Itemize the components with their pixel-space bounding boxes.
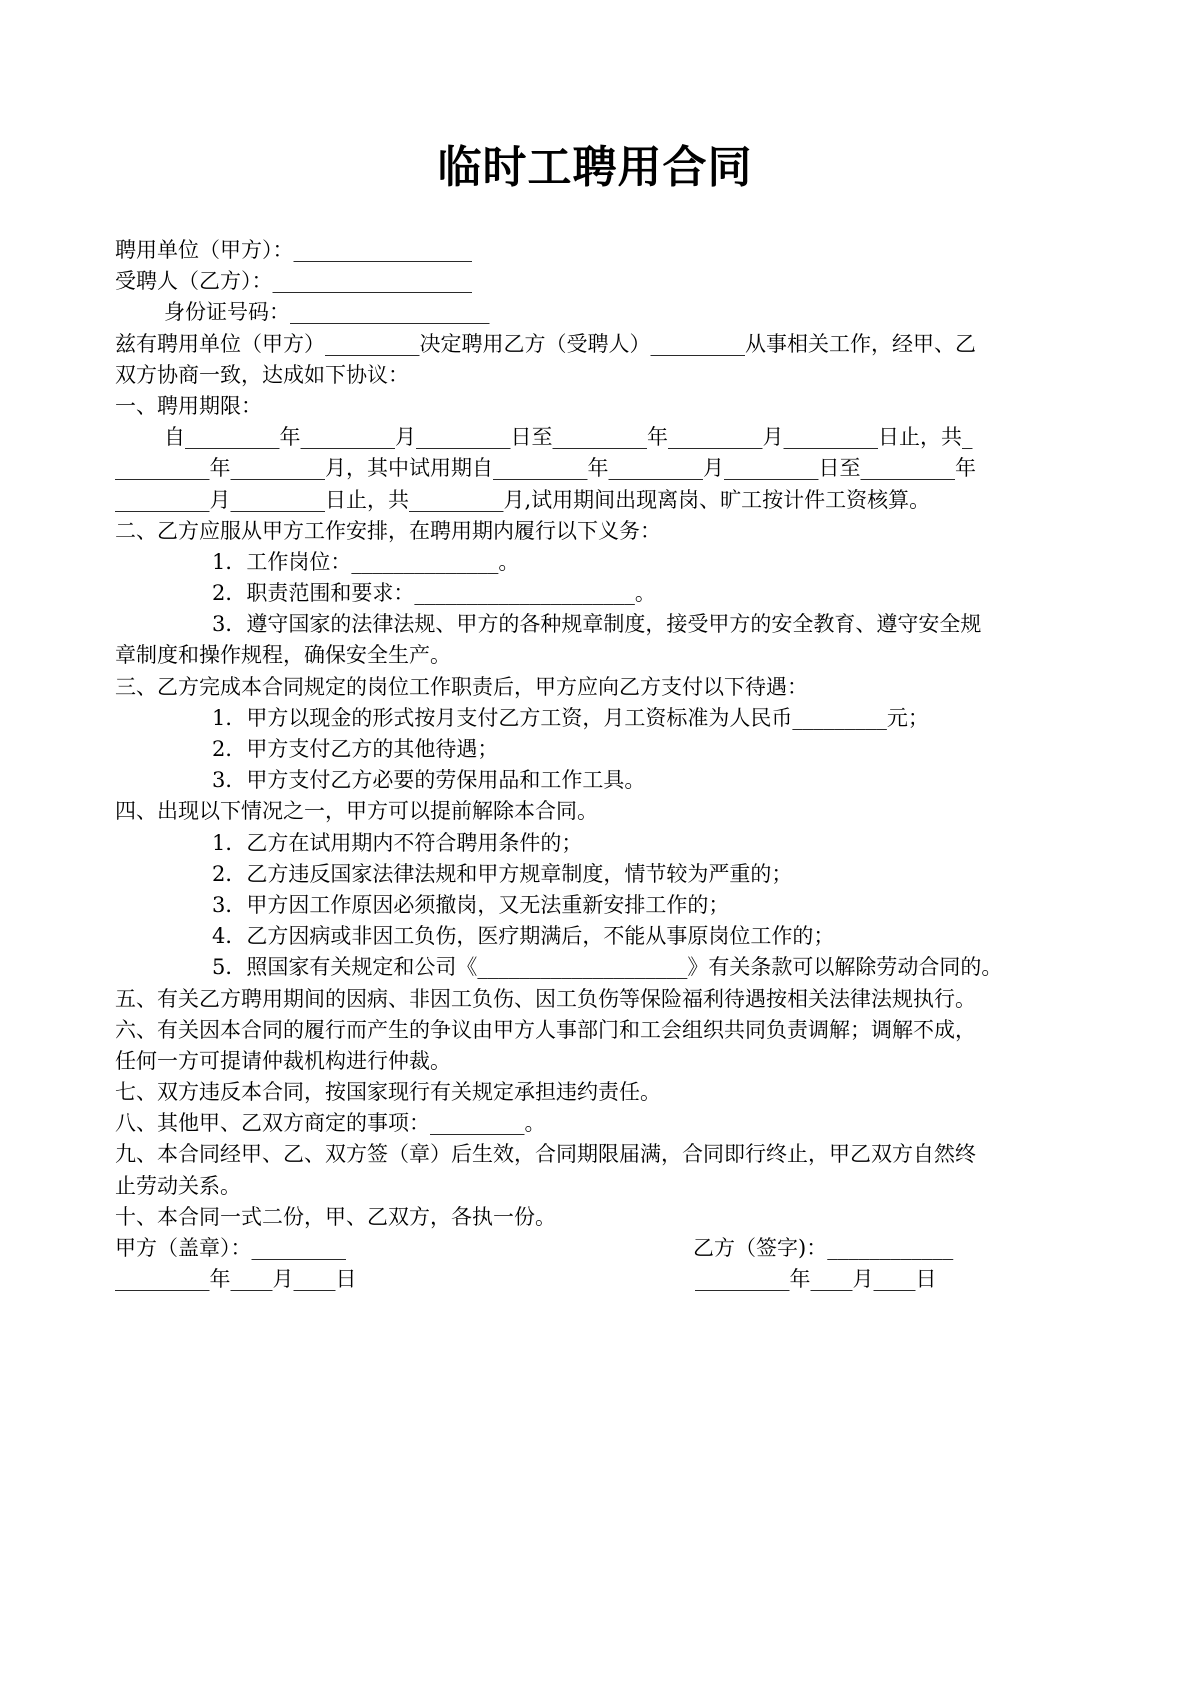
page-title: 临时工聘用合同 xyxy=(437,142,753,193)
party-a-signature: 甲方（盖章）：_________ xyxy=(115,1236,346,1260)
list-item: 3．甲方支付乙方必要的劳保用品和工作工具。 xyxy=(212,768,646,793)
list-item-continuation: 章制度和操作规程，确保安全生产。 xyxy=(115,643,451,668)
list-item: 3．遵守国家的法律法规、甲方的各种规章制度，接受甲方的安全教育、遵守安全规 xyxy=(212,612,982,637)
section-heading: 六、有关因本合同的履行而产生的争议由甲方人事部门和工会组织共同负责调解；调解不成， xyxy=(115,1017,976,1042)
preamble-line: 双方协商一致，达成如下协议： xyxy=(115,362,409,387)
employee-field: 受聘人（乙方）：___________________ xyxy=(115,269,472,294)
list-item: 3．甲方因工作原因必须撤岗，又无法重新安排工作的； xyxy=(212,892,730,917)
party-b-signature: 乙方（签字)：____________ xyxy=(693,1236,954,1260)
party-a-date: _________年____月____日 xyxy=(115,1267,357,1292)
list-item: 2．甲方支付乙方的其他待遇； xyxy=(212,737,499,761)
section-heading: 一、聘用期限： xyxy=(115,393,262,418)
section-heading: 三、乙方完成本合同规定的岗位工作职责后，甲方应向乙方支付以下待遇： xyxy=(115,674,808,699)
employer-field: 聘用单位（甲方）：_________________ xyxy=(115,238,472,262)
date-row xyxy=(115,1264,1095,1295)
section-continuation: 任何一方可提请仲裁机构进行仲裁。 xyxy=(115,1048,451,1073)
section-heading: 七、双方违反本合同，按国家现行有关规定承担违约责任。 xyxy=(115,1080,661,1105)
section-heading: 九、本合同经甲、乙、双方签（章）后生效，合同期限届满，合同即行终止，甲乙双方自然终 xyxy=(115,1142,976,1167)
party-b-date: _________年____月____日 xyxy=(695,1267,937,1292)
term-line: 自_________年_________月_________日至_________年_________月_________日止，共_ xyxy=(164,425,973,450)
list-item: 1．甲方以现金的形式按月支付乙方工资，月工资标准为人民币_________元； xyxy=(212,705,929,730)
section-heading: 五、有关乙方聘用期间的因病、非因工负伤、因工负伤等保险福利待遇按相关法律法规执行。 xyxy=(115,986,976,1011)
section-heading: 十、本合同一式二份，甲、乙双方，各执一份。 xyxy=(115,1204,556,1229)
list-item: 2．职责范围和要求：_____________________。 xyxy=(212,581,656,606)
preamble-line: 兹有聘用单位（甲方）_________决定聘用乙方（受聘人）_________从事相关工作，经甲、乙 xyxy=(115,331,976,356)
id-number-field: 身份证号码：___________________ xyxy=(164,300,490,325)
list-item: 2．乙方违反国家法律法规和甲方规章制度，情节较为严重的； xyxy=(212,861,793,886)
list-item: 4．乙方因病或非因工负伤，医疗期满后，不能从事原岗位工作的； xyxy=(212,924,835,949)
contract-body xyxy=(115,235,1095,1295)
section-continuation: 止劳动关系。 xyxy=(115,1173,241,1198)
signature-row xyxy=(115,1233,1095,1264)
list-item: 1．工作岗位：______________。 xyxy=(212,549,520,574)
section-heading: 四、出现以下情况之一，甲方可以提前解除本合同。 xyxy=(115,799,598,824)
section-heading: 八、其他甲、乙双方商定的事项：_________。 xyxy=(115,1111,546,1136)
list-item: 5．照国家有关规定和公司《____________________》有关条款可以解除劳动合同的。 xyxy=(212,955,1003,980)
term-line: _________月_________日止，共_________月,试用期间出现离岗、旷工按计件工资核算。 xyxy=(115,487,931,512)
section-heading: 二、乙方应服从甲方工作安排，在聘用期内履行以下义务： xyxy=(115,518,661,543)
term-line: _________年_________月，其中试用期自_________年_________月_________日至_________年 xyxy=(115,456,976,481)
list-item: 1．乙方在试用期内不符合聘用条件的； xyxy=(212,830,583,855)
